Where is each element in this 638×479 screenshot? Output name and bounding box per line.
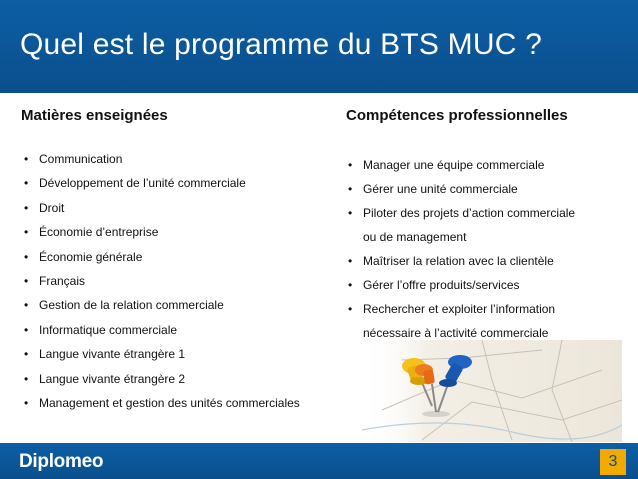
list-item bbox=[346, 153, 575, 177]
list-item bbox=[346, 273, 575, 297]
slide-header bbox=[0, 0, 638, 93]
list-item bbox=[346, 177, 575, 201]
list-item-line: ou de management bbox=[363, 230, 467, 244]
list-item-line: • Manager une équipe commerciale bbox=[363, 158, 545, 172]
push-pins-illustration bbox=[362, 340, 622, 442]
list-item: • Économie d’entreprise bbox=[22, 224, 300, 248]
list-item bbox=[346, 201, 575, 249]
list-item: • Français bbox=[22, 273, 300, 297]
brand-logo: Diplomeo bbox=[19, 451, 104, 472]
list-item-line: • Gérer une unité commerciale bbox=[363, 182, 518, 196]
list-item-line: • Piloter des projets d’action commerciale bbox=[363, 206, 576, 220]
page-number-badge: 3 bbox=[600, 449, 626, 475]
list-item: • Gestion de la relation commerciale bbox=[22, 297, 300, 321]
list-item: • Langue vivante étrangère 2 bbox=[22, 371, 300, 395]
subjects-heading: Matières enseignées bbox=[21, 107, 168, 124]
skills-list bbox=[346, 153, 575, 345]
list-item: • Développement de l’unité commerciale bbox=[22, 175, 300, 199]
list-item-line: • Rechercher et exploiter l’information bbox=[363, 302, 556, 316]
skills-heading: Compétences professionnelles bbox=[346, 107, 568, 124]
list-item: • Droit bbox=[22, 200, 300, 224]
list-item: • Communication bbox=[22, 151, 300, 175]
subjects-list bbox=[22, 151, 300, 419]
list-item: • Management et gestion des unités commerciales bbox=[22, 395, 300, 419]
list-item-line: nécessaire à l’activité commerciale bbox=[363, 326, 549, 340]
list-item: • Langue vivante étrangère 1 bbox=[22, 346, 300, 370]
list-item bbox=[346, 297, 575, 345]
list-item: • Informatique commerciale bbox=[22, 322, 300, 346]
list-item bbox=[346, 249, 575, 273]
list-item-line: • Gérer l’offre produits/services bbox=[363, 278, 520, 292]
slide-title: Quel est le programme du BTS MUC ? bbox=[20, 28, 542, 61]
slide-footer bbox=[0, 443, 638, 479]
push-pins-icon bbox=[362, 340, 622, 442]
list-item-line: • Maîtriser la relation avec la clientèle bbox=[363, 254, 554, 268]
list-item: • Économie générale bbox=[22, 249, 300, 273]
